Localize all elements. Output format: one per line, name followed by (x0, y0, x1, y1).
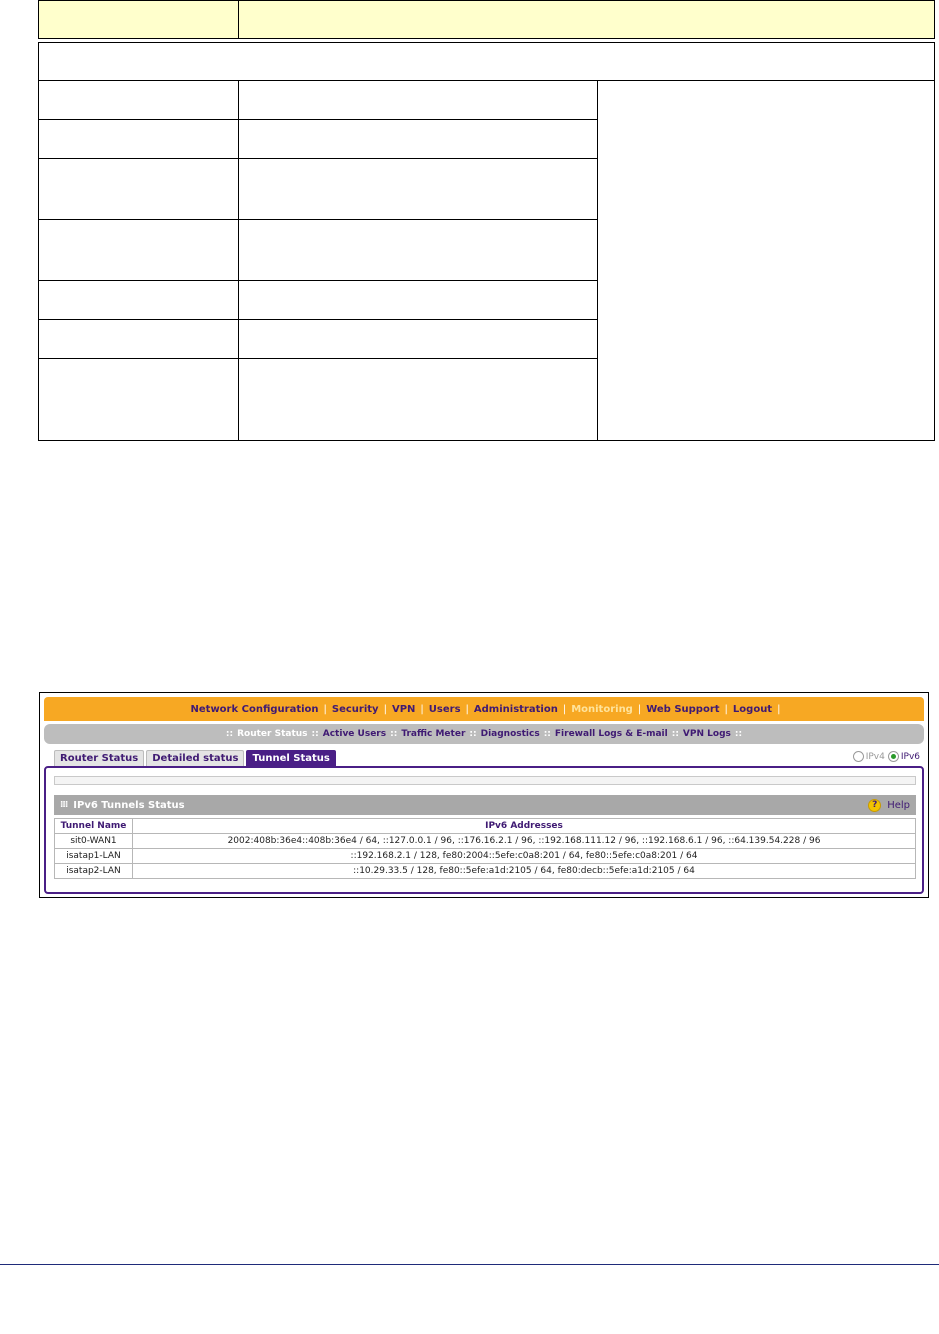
nav-vpn[interactable]: VPN (391, 703, 416, 715)
table-cell (39, 220, 239, 281)
nav-separator: | (724, 703, 728, 715)
nav-users[interactable]: Users (428, 703, 461, 715)
footer-rule (0, 1264, 939, 1265)
tunnel-panel (44, 766, 924, 894)
ipv6-addresses-cell: ::10.29.33.5 / 128, fe80::5efe:a1d:2105 / 64, fe80:decb::5efe:a1d:2105 / 64 (133, 864, 916, 879)
table-cell (239, 281, 598, 320)
nav-separator: | (465, 703, 469, 715)
ip-version-toggle (850, 751, 920, 762)
tunnels-header-row (55, 819, 916, 834)
table-cell (39, 281, 239, 320)
nav-web-support[interactable]: Web Support (646, 703, 720, 715)
header-cell-2 (239, 1, 935, 39)
subnav-vpn-logs[interactable]: VPN Logs (682, 729, 731, 739)
table-cell (239, 120, 598, 159)
table-cell (239, 220, 598, 281)
table-cell (39, 81, 239, 120)
table-cell (39, 120, 239, 159)
col-tunnel-name: Tunnel Name (55, 819, 133, 834)
subnav-traffic-meter[interactable]: Traffic Meter (401, 729, 466, 739)
tab-tunnel-status[interactable]: Tunnel Status (246, 750, 335, 767)
table-cell (39, 320, 239, 359)
table-cell (239, 159, 598, 220)
subnav-firewall-logs[interactable]: Firewall Logs & E-mail (554, 729, 668, 739)
nav-network-configuration[interactable]: Network Configuration (190, 703, 319, 715)
subnav-separator: :: (225, 729, 234, 739)
nav-separator: | (777, 703, 781, 715)
help-icon: ? (868, 799, 881, 812)
ipv6-addresses-cell: 2002:408b:36e4::408b:36e4 / 64, ::127.0.0.1 / 96, ::176.16.2.1 / 96, ::192.168.111.12 / 96, ::192.168.6.1 / 96, ::64.139.54.228 / 96 (133, 834, 916, 849)
ipv4-label: IPv4 (865, 751, 885, 762)
section-title: IPv6 Tunnels Status (73, 799, 185, 811)
nav-administration[interactable]: Administration (473, 703, 558, 715)
table-cell (239, 320, 598, 359)
col-ipv6-addresses: IPv6 Addresses (133, 819, 916, 834)
nav-separator: | (323, 703, 327, 715)
table-cell (239, 359, 598, 441)
document-table (38, 0, 935, 441)
status-tabs (54, 750, 338, 766)
tab-router-status[interactable]: Router Status (54, 750, 144, 767)
tab-detailed-status[interactable]: Detailed status (146, 750, 244, 767)
table-row (55, 849, 916, 864)
merged-cell (598, 81, 935, 441)
tunnel-name-cell: isatap1-LAN (55, 849, 133, 864)
ipv6-radio[interactable] (888, 751, 899, 762)
help-link[interactable] (868, 799, 910, 812)
subnav-separator: :: (734, 729, 743, 739)
ipv6-addresses-cell: ::192.168.2.1 / 128, fe80:2004::5efe:c0a8:201 / 64, fe80::5efe:c0a8:201 / 64 (133, 849, 916, 864)
table-cell (39, 159, 239, 220)
subnav-diagnostics[interactable]: Diagnostics (480, 729, 540, 739)
nav-separator: | (420, 703, 424, 715)
help-label: Help (887, 799, 910, 811)
section-cell (39, 43, 935, 81)
ipv4-radio[interactable] (853, 751, 864, 762)
table-row (39, 81, 935, 120)
ipv6-label: IPv6 (900, 751, 920, 762)
section-header (54, 795, 916, 815)
table-row (55, 864, 916, 879)
top-nav (44, 697, 924, 721)
subnav-separator: :: (543, 729, 551, 739)
subnav-separator: :: (469, 729, 477, 739)
nav-security[interactable]: Security (331, 703, 379, 715)
tunnels-table (54, 818, 916, 879)
subnav-separator: :: (390, 729, 398, 739)
grip-icon: ⁞⁞⁞ (60, 800, 68, 810)
nav-separator: | (562, 703, 567, 715)
subnav-separator: :: (671, 729, 679, 739)
table-header-row (39, 1, 935, 39)
nav-logout[interactable]: Logout (732, 703, 773, 715)
empty-bar (54, 776, 916, 785)
nav-separator: | (383, 703, 387, 715)
router-ui-figure (39, 692, 929, 898)
tunnel-name-cell: sit0-WAN1 (55, 834, 133, 849)
subnav-separator: :: (311, 729, 319, 739)
subnav-active-users[interactable]: Active Users (322, 729, 387, 739)
section-row (39, 43, 935, 81)
nav-monitoring[interactable]: Monitoring (571, 703, 633, 715)
header-cell-1 (39, 1, 239, 39)
tunnel-name-cell: isatap2-LAN (55, 864, 133, 879)
nav-separator: | (637, 703, 642, 715)
sub-nav (44, 724, 924, 744)
table-row (55, 834, 916, 849)
table-cell (239, 81, 598, 120)
table-cell (39, 359, 239, 441)
subnav-router-status[interactable]: Router Status (237, 729, 308, 739)
